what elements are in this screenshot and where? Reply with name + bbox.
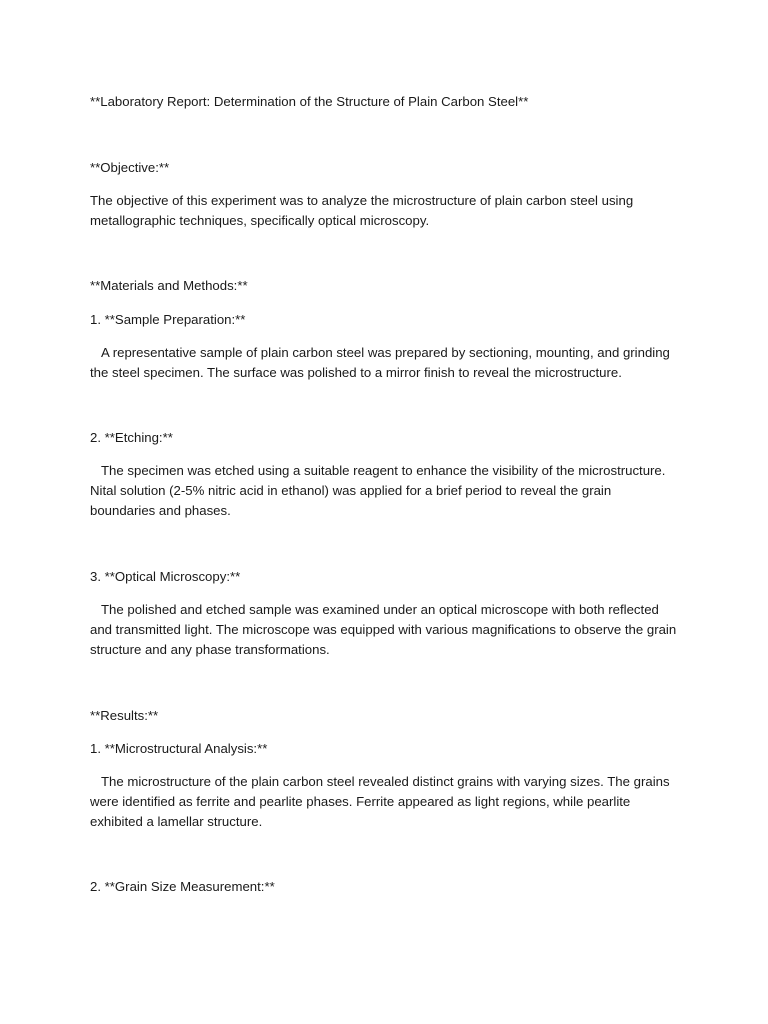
etching-heading: 2. **Etching:** bbox=[90, 430, 173, 445]
sample-preparation-text: A representative sample of plain carbon steel was prepared by sectioning, mounting, and grinding the steel specimen. The surface was polished to a mirror finish to reveal the microstructure. bbox=[90, 345, 670, 380]
objective-heading: **Objective:** bbox=[90, 160, 170, 175]
microstructural-analysis-text: The microstructure of the plain carbon steel revealed distinct grains with varying sizes. The grains were identified as ferrite and pearlite phases. Ferrite appeared as light regions, while pearlite exhibited a lamellar structure. bbox=[90, 774, 670, 829]
optical-microscopy-heading: 3. **Optical Microscopy:** bbox=[90, 569, 241, 584]
sample-preparation-heading: 1. **Sample Preparation:** bbox=[90, 312, 246, 327]
objective-paragraph: The objective of this experiment was to analyze the microstructure of plain carbon steel using metallographic techniques, specifically optical microscopy. bbox=[90, 193, 634, 228]
results-heading: **Results:** bbox=[90, 708, 159, 723]
grain-size-measurement-heading: 2. **Grain Size Measurement:** bbox=[90, 879, 275, 894]
sample-preparation-paragraph bbox=[90, 343, 680, 383]
optical-microscopy-paragraph bbox=[90, 600, 680, 660]
optical-microscopy-text: The polished and etched sample was examined under an optical microscope with both reflected and transmitted light. The microscope was equipped with various magnifications to observe the grain structure and any phase transformations. bbox=[90, 602, 677, 657]
report-title: **Laboratory Report: Determination of the Structure of Plain Carbon Steel** bbox=[90, 94, 529, 109]
microstructural-analysis-heading: 1. **Microstructural Analysis:** bbox=[90, 741, 268, 756]
etching-paragraph bbox=[90, 461, 680, 521]
materials-methods-heading: **Materials and Methods:** bbox=[90, 278, 248, 293]
etching-text: The specimen was etched using a suitable reagent to enhance the visibility of the microstructure. Nital solution (2-5% nitric acid in ethanol) was applied for a brief period to reveal the grain boundaries and phases. bbox=[90, 463, 666, 518]
microstructural-analysis-paragraph bbox=[90, 772, 680, 832]
